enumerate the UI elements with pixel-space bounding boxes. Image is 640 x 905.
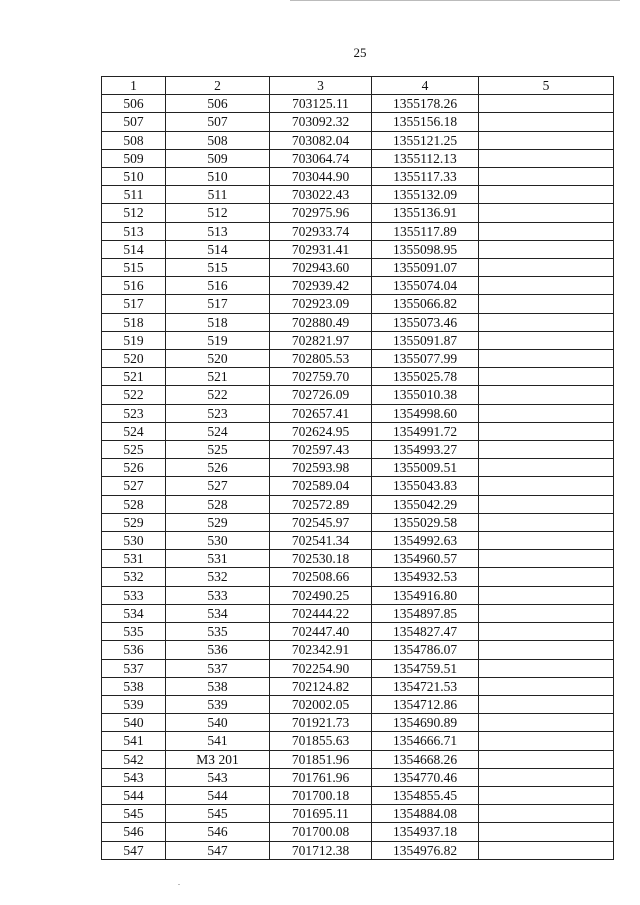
table-cell: 534 (102, 604, 166, 622)
table-cell (479, 532, 614, 550)
table-cell: 536 (166, 641, 270, 659)
table-cell: 540 (102, 714, 166, 732)
table-cell: 1354991.72 (372, 422, 479, 440)
table-cell: 702124.82 (270, 677, 372, 695)
table-cell: 516 (166, 277, 270, 295)
table-row (102, 168, 614, 186)
table-cell: 1354721.53 (372, 677, 479, 695)
table-cell: 702880.49 (270, 313, 372, 331)
table-cell: 539 (102, 695, 166, 713)
column-header: 2 (166, 77, 270, 95)
table-cell: 1354916.80 (372, 586, 479, 604)
table-cell: 1355178.26 (372, 95, 479, 113)
table-cell: 1354932.53 (372, 568, 479, 586)
table-cell: 702541.34 (270, 532, 372, 550)
table-cell: 513 (166, 222, 270, 240)
table-cell (479, 149, 614, 167)
table-cell: 1355091.87 (372, 331, 479, 349)
table-cell: МЗ 201 (166, 750, 270, 768)
table-row (102, 113, 614, 131)
table-body (102, 95, 614, 860)
table-row (102, 186, 614, 204)
table-cell (479, 386, 614, 404)
table-cell (479, 477, 614, 495)
top-rule (290, 0, 620, 1)
table-cell: 702490.25 (270, 586, 372, 604)
table-cell (479, 186, 614, 204)
table-cell: 702545.97 (270, 513, 372, 531)
page-number: 25 (353, 45, 367, 60)
table-cell: 702254.90 (270, 659, 372, 677)
table-cell (479, 168, 614, 186)
table-header-row (102, 77, 614, 95)
table-row (102, 277, 614, 295)
table-cell: 542 (102, 750, 166, 768)
table-cell: 532 (166, 568, 270, 586)
column-header: 1 (102, 77, 166, 95)
table-cell: 1355136.91 (372, 204, 479, 222)
table-row (102, 768, 614, 786)
table-cell (479, 841, 614, 859)
table-cell: 521 (166, 368, 270, 386)
table-row (102, 550, 614, 568)
table-row (102, 823, 614, 841)
table-cell: 530 (102, 532, 166, 550)
table-cell: 521 (102, 368, 166, 386)
table-row (102, 441, 614, 459)
table-row (102, 295, 614, 313)
table-cell: 1354827.47 (372, 623, 479, 641)
table-cell: 515 (166, 259, 270, 277)
table-cell: 528 (166, 495, 270, 513)
table-cell: 523 (102, 404, 166, 422)
table-cell: 533 (102, 586, 166, 604)
table-cell: 702939.42 (270, 277, 372, 295)
table-cell: 541 (102, 732, 166, 750)
table-cell: 509 (166, 149, 270, 167)
table-row (102, 641, 614, 659)
table-row (102, 149, 614, 167)
table-cell: 540 (166, 714, 270, 732)
table-cell: 1354786.07 (372, 641, 479, 659)
table-cell: 538 (166, 677, 270, 695)
table-cell (479, 586, 614, 604)
table-row (102, 732, 614, 750)
table-cell: 702931.41 (270, 240, 372, 258)
table-cell: 1354855.45 (372, 786, 479, 804)
table-cell (479, 95, 614, 113)
table-cell: 702597.43 (270, 441, 372, 459)
table-cell: 1355025.78 (372, 368, 479, 386)
table-cell: 1355112.13 (372, 149, 479, 167)
table-cell (479, 732, 614, 750)
table-cell: 702530.18 (270, 550, 372, 568)
table-cell: 1355066.82 (372, 295, 479, 313)
table-cell: 1355156.18 (372, 113, 479, 131)
table-cell: 702726.09 (270, 386, 372, 404)
table-cell (479, 441, 614, 459)
table-cell: 535 (102, 623, 166, 641)
table-cell (479, 550, 614, 568)
table-row (102, 95, 614, 113)
table-cell: 533 (166, 586, 270, 604)
table-cell (479, 331, 614, 349)
table-cell: 1355010.38 (372, 386, 479, 404)
table-cell: 1355121.25 (372, 131, 479, 149)
table-cell: 701712.38 (270, 841, 372, 859)
table-cell: 508 (102, 131, 166, 149)
table-cell: 518 (166, 313, 270, 331)
table-cell (479, 313, 614, 331)
table-cell: 519 (166, 331, 270, 349)
table-cell: 509 (102, 149, 166, 167)
table-cell (479, 277, 614, 295)
table-cell: 1355077.99 (372, 350, 479, 368)
table-cell: 702943.60 (270, 259, 372, 277)
table-row (102, 786, 614, 804)
table-cell: 507 (102, 113, 166, 131)
table-cell: 1354884.08 (372, 805, 479, 823)
table-cell (479, 805, 614, 823)
table-cell: 701695.11 (270, 805, 372, 823)
table-cell: 516 (102, 277, 166, 295)
table-row (102, 513, 614, 531)
table-cell: 507 (166, 113, 270, 131)
table-cell: 512 (102, 204, 166, 222)
table-cell: 702508.66 (270, 568, 372, 586)
table-cell: 702975.96 (270, 204, 372, 222)
table-cell: 1354937.18 (372, 823, 479, 841)
table-cell (479, 131, 614, 149)
table-cell (479, 495, 614, 513)
table-cell: 532 (102, 568, 166, 586)
table-cell: 519 (102, 331, 166, 349)
table-cell: 1355029.58 (372, 513, 479, 531)
table-row (102, 350, 614, 368)
table-cell: 1354759.51 (372, 659, 479, 677)
table-cell: 1354976.82 (372, 841, 479, 859)
column-header: 5 (479, 77, 614, 95)
table-cell: 537 (166, 659, 270, 677)
table-cell: 702572.89 (270, 495, 372, 513)
table-cell: 547 (166, 841, 270, 859)
table-cell: 1354668.26 (372, 750, 479, 768)
table-cell: 701700.18 (270, 786, 372, 804)
table-cell (479, 714, 614, 732)
table-cell: 701855.63 (270, 732, 372, 750)
table-cell: 546 (166, 823, 270, 841)
table-cell: 515 (102, 259, 166, 277)
table-row (102, 386, 614, 404)
table-cell: 512 (166, 204, 270, 222)
table-cell (479, 404, 614, 422)
table-cell: 508 (166, 131, 270, 149)
table-cell (479, 295, 614, 313)
table-row (102, 222, 614, 240)
table-cell: 534 (166, 604, 270, 622)
table-row (102, 477, 614, 495)
scan-mark (178, 884, 180, 885)
table-cell (479, 422, 614, 440)
table-cell: 1355091.07 (372, 259, 479, 277)
table-cell: 520 (166, 350, 270, 368)
table-cell: 1354960.57 (372, 550, 479, 568)
table-cell (479, 695, 614, 713)
table-cell: 543 (166, 768, 270, 786)
table-row (102, 495, 614, 513)
table-cell (479, 786, 614, 804)
table-row (102, 695, 614, 713)
table-cell: 1354993.27 (372, 441, 479, 459)
table-cell: 531 (166, 550, 270, 568)
table-row (102, 841, 614, 859)
table-cell: 703044.90 (270, 168, 372, 186)
table-cell: 539 (166, 695, 270, 713)
table-cell: 517 (102, 295, 166, 313)
table-cell (479, 240, 614, 258)
table-cell: 530 (166, 532, 270, 550)
table-row (102, 750, 614, 768)
table-cell: 514 (166, 240, 270, 258)
table-cell: 1355098.95 (372, 240, 479, 258)
table-cell (479, 768, 614, 786)
table-cell: 702589.04 (270, 477, 372, 495)
table-cell: 1354897.85 (372, 604, 479, 622)
table-cell: 506 (166, 95, 270, 113)
table-cell: 703082.04 (270, 131, 372, 149)
table-cell: 1355117.89 (372, 222, 479, 240)
table-cell: 1355009.51 (372, 459, 479, 477)
table-cell (479, 204, 614, 222)
table-cell (479, 259, 614, 277)
table-cell: 546 (102, 823, 166, 841)
table-cell: 702933.74 (270, 222, 372, 240)
table-cell: 702624.95 (270, 422, 372, 440)
table-cell: 702805.53 (270, 350, 372, 368)
table-cell: 537 (102, 659, 166, 677)
table-cell: 522 (166, 386, 270, 404)
table-cell: 529 (166, 513, 270, 531)
table-row (102, 568, 614, 586)
table-cell: 703125.11 (270, 95, 372, 113)
table-cell: 526 (102, 459, 166, 477)
table-cell: 545 (166, 805, 270, 823)
table-cell: 510 (102, 168, 166, 186)
table-cell: 1354712.86 (372, 695, 479, 713)
table-cell: 529 (102, 513, 166, 531)
table-cell: 1355132.09 (372, 186, 479, 204)
table-row (102, 604, 614, 622)
table-cell: 702821.97 (270, 331, 372, 349)
table-cell: 702759.70 (270, 368, 372, 386)
table-cell: 702923.09 (270, 295, 372, 313)
table-cell: 511 (102, 186, 166, 204)
table-cell: 703064.74 (270, 149, 372, 167)
table-cell: 527 (166, 477, 270, 495)
table-cell (479, 222, 614, 240)
table-row (102, 714, 614, 732)
table-row (102, 259, 614, 277)
column-header: 3 (270, 77, 372, 95)
table-cell: 1355073.46 (372, 313, 479, 331)
table-cell: 506 (102, 95, 166, 113)
table-cell (479, 513, 614, 531)
table-cell: 524 (166, 422, 270, 440)
table-row (102, 659, 614, 677)
table-cell: 703092.32 (270, 113, 372, 131)
table-cell: 510 (166, 168, 270, 186)
table-cell: 702447.40 (270, 623, 372, 641)
table-cell: 702444.22 (270, 604, 372, 622)
table-cell: 1354992.63 (372, 532, 479, 550)
table-cell (479, 659, 614, 677)
table-cell: 1355043.83 (372, 477, 479, 495)
table-row (102, 586, 614, 604)
table-cell: 520 (102, 350, 166, 368)
table-cell: 535 (166, 623, 270, 641)
table-cell: 1354770.46 (372, 768, 479, 786)
table-row (102, 404, 614, 422)
coordinates-table (101, 76, 614, 860)
table-cell: 513 (102, 222, 166, 240)
table-row (102, 313, 614, 331)
table-cell: 545 (102, 805, 166, 823)
table-row (102, 677, 614, 695)
table-cell: 525 (166, 441, 270, 459)
table-row (102, 240, 614, 258)
table-cell (479, 604, 614, 622)
table-cell: 1354690.89 (372, 714, 479, 732)
table-cell: 703022.43 (270, 186, 372, 204)
table-cell: 531 (102, 550, 166, 568)
table-cell (479, 623, 614, 641)
table-cell: 702593.98 (270, 459, 372, 477)
table-cell: 544 (102, 786, 166, 804)
table-row (102, 532, 614, 550)
table-cell: 536 (102, 641, 166, 659)
table-cell: 701700.08 (270, 823, 372, 841)
table-cell: 547 (102, 841, 166, 859)
table-cell: 518 (102, 313, 166, 331)
table-cell: 702657.41 (270, 404, 372, 422)
table-cell: 538 (102, 677, 166, 695)
table-cell (479, 350, 614, 368)
table-cell: 527 (102, 477, 166, 495)
table-cell: 701761.96 (270, 768, 372, 786)
table-cell (479, 823, 614, 841)
table-cell: 702002.05 (270, 695, 372, 713)
table-cell: 1355117.33 (372, 168, 479, 186)
table-cell: 701921.73 (270, 714, 372, 732)
table-cell: 522 (102, 386, 166, 404)
table-cell (479, 568, 614, 586)
table-cell: 541 (166, 732, 270, 750)
table-cell: 526 (166, 459, 270, 477)
table-cell: 1355074.04 (372, 277, 479, 295)
table-cell: 1354998.60 (372, 404, 479, 422)
table-row (102, 805, 614, 823)
table-cell (479, 459, 614, 477)
table-row (102, 204, 614, 222)
table-cell: 544 (166, 786, 270, 804)
table-cell: 524 (102, 422, 166, 440)
table-cell: 517 (166, 295, 270, 313)
table-cell: 525 (102, 441, 166, 459)
table-row (102, 459, 614, 477)
table-cell: 528 (102, 495, 166, 513)
table-cell: 523 (166, 404, 270, 422)
table-row (102, 131, 614, 149)
table-cell: 1355042.29 (372, 495, 479, 513)
table-cell: 702342.91 (270, 641, 372, 659)
table-cell: 1354666.71 (372, 732, 479, 750)
table-cell: 514 (102, 240, 166, 258)
table-cell: 543 (102, 768, 166, 786)
table-cell: 511 (166, 186, 270, 204)
table-row (102, 422, 614, 440)
table-cell (479, 641, 614, 659)
table-row (102, 331, 614, 349)
table-cell (479, 113, 614, 131)
table-cell (479, 750, 614, 768)
table-row (102, 368, 614, 386)
column-header: 4 (372, 77, 479, 95)
table-cell (479, 368, 614, 386)
table-row (102, 623, 614, 641)
table-cell (479, 677, 614, 695)
table-cell: 701851.96 (270, 750, 372, 768)
